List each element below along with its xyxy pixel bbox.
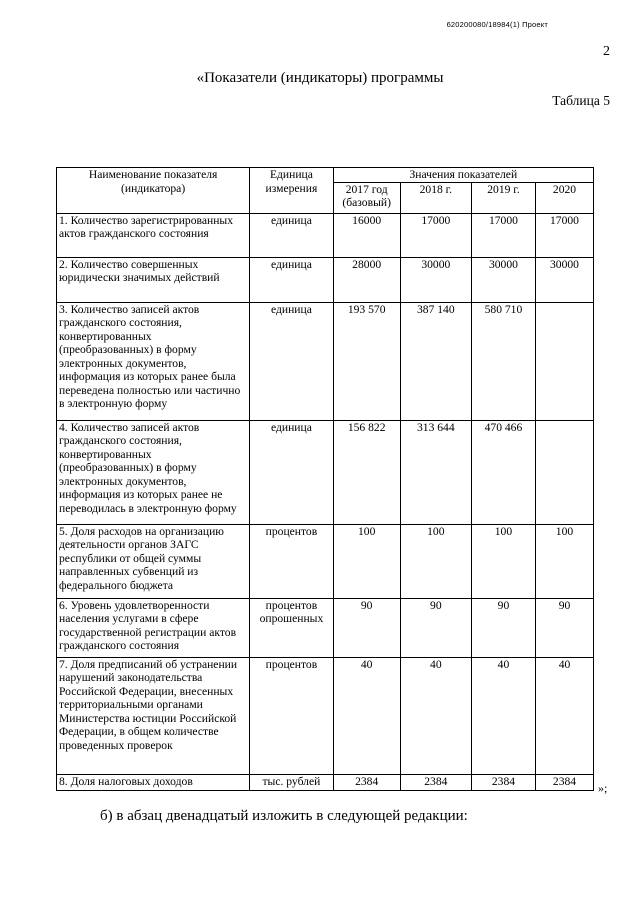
table-row — [57, 302, 594, 420]
row-unit: единица — [250, 257, 333, 302]
page-title: «Показатели (индикаторы) программы — [196, 70, 444, 86]
table-label: Таблица 5 — [552, 93, 610, 108]
table-row — [57, 420, 594, 524]
page-number: 2 — [603, 44, 610, 59]
value-2019: 100 — [471, 524, 535, 598]
value-2020: 40 — [535, 657, 593, 774]
value-2017: 90 — [333, 598, 400, 657]
table-row — [57, 257, 594, 302]
value-2019: 17000 — [471, 213, 535, 257]
value-2017: 100 — [333, 524, 400, 598]
table-row — [57, 213, 594, 257]
value-2020: 30000 — [535, 257, 593, 302]
value-2018: 100 — [400, 524, 471, 598]
row-name: 5. Доля расходов на организацию деятельности органов ЗАГС республики от общей суммы направленных субвенций из федерального бюджета — [57, 524, 250, 598]
indicators-table — [56, 167, 594, 791]
row-name: 7. Доля предписаний об устранении нарушений законодательства Российской Федерации, внесенных территориальными органами Министерства юстиции Российской Федерации, в общем количестве проведенных проверок — [57, 657, 250, 774]
value-2019: 470 466 — [471, 420, 535, 524]
value-2020: 2384 — [535, 774, 593, 790]
row-name: 3. Количество записей актов гражданского состояния, конвертированных (преобразованных) в форму электронных документов, информация из которых ранее была переведена полностью или частично в электронную форму — [57, 302, 250, 420]
value-2019: 90 — [471, 598, 535, 657]
row-unit: единица — [250, 213, 333, 257]
row-unit: тыс. рублей — [250, 774, 333, 790]
value-2018: 17000 — [400, 213, 471, 257]
value-2017: 40 — [333, 657, 400, 774]
value-2020: 90 — [535, 598, 593, 657]
row-name: 8. Доля налоговых доходов — [57, 774, 250, 790]
row-unit: процентов — [250, 657, 333, 774]
table-row — [57, 657, 594, 774]
header-unit: Единица измерения — [250, 168, 333, 214]
value-2018: 90 — [400, 598, 471, 657]
value-2019: 2384 — [471, 774, 535, 790]
value-2020: 100 — [535, 524, 593, 598]
row-unit: единица — [250, 420, 333, 524]
value-2018: 40 — [400, 657, 471, 774]
value-2020 — [535, 302, 593, 420]
value-2017: 193 570 — [333, 302, 400, 420]
value-2017: 16000 — [333, 213, 400, 257]
value-2018: 387 140 — [400, 302, 471, 420]
value-2019: 40 — [471, 657, 535, 774]
value-2018: 30000 — [400, 257, 471, 302]
value-2018: 2384 — [400, 774, 471, 790]
header-name: Наименование показателя (индикатора) — [57, 168, 250, 214]
value-2018: 313 644 — [400, 420, 471, 524]
header-year-2018: 2018 г. — [400, 182, 471, 213]
value-2020 — [535, 420, 593, 524]
amendment-paragraph: б) в абзац двенадцатый изложить в следующей редакции: — [100, 808, 468, 824]
row-unit: единица — [250, 302, 333, 420]
document-id: 620200080/18984(1) Проект — [446, 20, 548, 29]
row-name: 1. Количество зарегистрированных актов гражданского состояния — [57, 213, 250, 257]
table-row — [57, 598, 594, 657]
header-year-2020: 2020 — [535, 182, 593, 213]
row-unit: процентов опрошенных — [250, 598, 333, 657]
value-2019: 30000 — [471, 257, 535, 302]
header-year-2019: 2019 г. — [471, 182, 535, 213]
row-name: 4. Количество записей актов гражданского состояния, конвертированных (преобразованных) в форму электронных документов, информация из которых ранее не переводилась в электронную форму — [57, 420, 250, 524]
value-2020: 17000 — [535, 213, 593, 257]
row-name: 6. Уровень удовлетворенности населения услугами в сфере государственной регистрации актов гражданского состояния — [57, 598, 250, 657]
value-2019: 580 710 — [471, 302, 535, 420]
row-unit: процентов — [250, 524, 333, 598]
table-row — [57, 774, 594, 790]
row-name: 2. Количество совершенных юридически значимых действий — [57, 257, 250, 302]
table-row — [57, 524, 594, 598]
value-2017: 2384 — [333, 774, 400, 790]
value-2017: 156 822 — [333, 420, 400, 524]
header-values: Значения показателей — [333, 168, 593, 183]
closing-quote-mark: »; — [598, 781, 608, 795]
header-year-2017: 2017 год (базовый) — [333, 182, 400, 213]
value-2017: 28000 — [333, 257, 400, 302]
